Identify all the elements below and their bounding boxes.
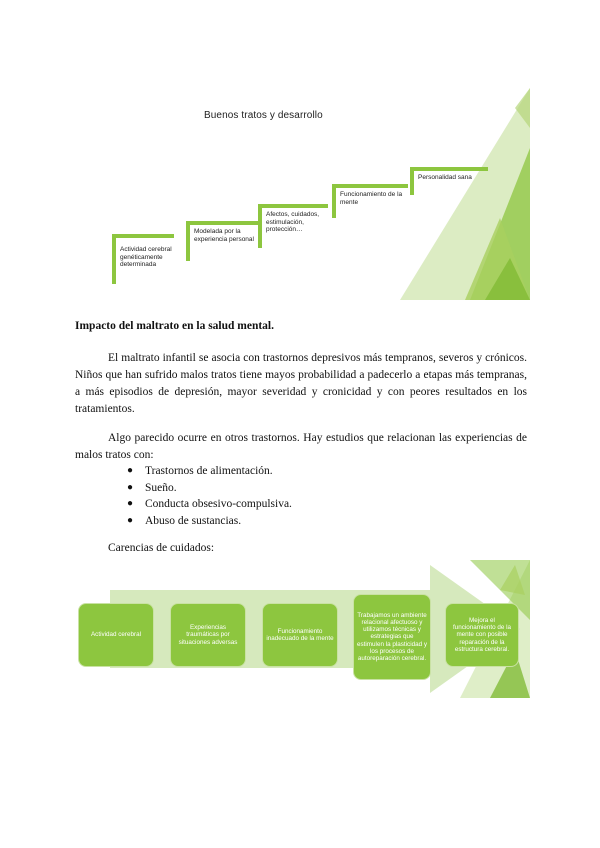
figure-buenos-tratos	[70, 88, 530, 300]
paragraph-2-text: Algo parecido ocurre en otros trastornos. Hay estudios que relacionan las experiencias de malos tratos con:	[75, 432, 527, 461]
paragraph-1-text: El maltrato infantil se asocia con trastornos depresivos más tempranos, severos y crónicos. Niños que han sufrido malos tratos tiene mayos probabilidad a padecerlo a etapas más tempranas, a más episodios de depresión, mayor severidad y cronicidad y con peores resultados en los tratamientos.	[75, 352, 527, 415]
process-box-1: Actividad cerebral	[78, 603, 154, 667]
figure1-title: Buenos tratos y desarrollo	[204, 110, 323, 121]
figure2-caption: Carencias de cuidados:	[108, 542, 215, 554]
step-3-label: Afectos, cuidados, estimulación, protección…	[266, 211, 320, 234]
process-box-4: Trabajamos un ambiente relacional afectuoso y utilizamos técnicas y estrategias que estimulen la plasticidad y los procesos de autoreparación cerebral.	[353, 594, 431, 680]
paragraph-2	[75, 430, 527, 464]
bullet-list	[127, 463, 292, 529]
list-item: ● Conducta obsesivo-compulsiva.	[127, 496, 292, 513]
paragraph-1	[75, 350, 527, 418]
list-item: ● Sueño.	[127, 480, 292, 497]
section-heading: Impacto del maltrato en la salud mental.	[75, 320, 275, 332]
process-box-5: Mejora el funcionamiento de la mente con posible reparación de la estructura cerebral.	[445, 603, 519, 667]
figure-carencias	[70, 560, 530, 698]
process-box-2: Experiencias traumáticas por situaciones adversas	[170, 603, 246, 667]
step-4-label: Funcionamiento de la mente	[340, 191, 403, 206]
list-item: ● Abuso de sustancias.	[127, 513, 292, 530]
list-item: ● Trastornos de alimentación.	[127, 463, 292, 480]
step-2-label: Modelada por la experiencia personal	[194, 228, 254, 243]
process-box-3: Funcionamiento inadecuado de la mente	[262, 603, 338, 667]
step-5-label: Personalidad sana	[418, 174, 472, 181]
step-1-label: Actividad cerebral genéticamente determinada	[120, 246, 172, 269]
